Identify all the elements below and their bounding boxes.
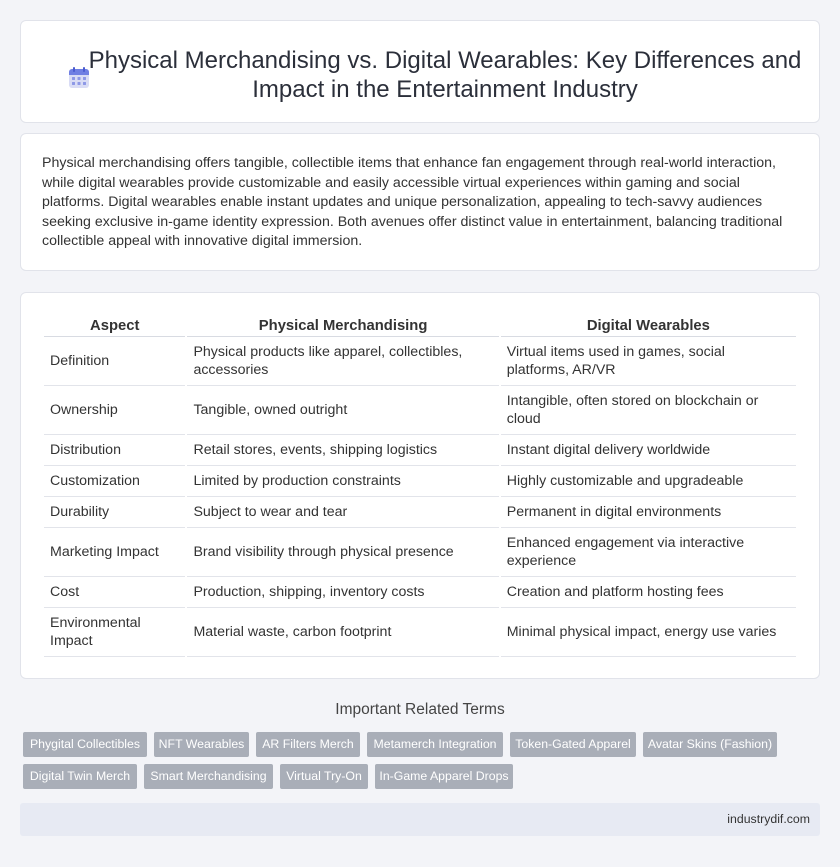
related-tag[interactable]: Virtual Try-On	[280, 764, 368, 789]
table-row	[44, 497, 796, 528]
related-tag[interactable]: Phygital Collectibles	[23, 732, 147, 757]
related-tag[interactable]: NFT Wearables	[154, 732, 249, 757]
title-card	[20, 20, 820, 123]
page-title: Physical Merchandising vs. Digital Wearables: Key Differences and Impact in the Entertainment Industry	[88, 47, 802, 103]
row-aspect: Definition	[44, 337, 185, 386]
related-tag[interactable]: Token-Gated Apparel	[510, 732, 636, 757]
summary-card	[20, 133, 820, 271]
row-aspect: Durability	[44, 497, 185, 528]
related-tag[interactable]: Smart Merchandising	[144, 764, 273, 789]
comparison-table	[42, 315, 798, 657]
row-physical: Limited by production constraints	[187, 466, 498, 497]
row-physical: Material waste, carbon footprint	[187, 608, 498, 657]
table-row	[44, 466, 796, 497]
table-row	[44, 528, 796, 577]
header-digital: Digital Wearables	[501, 315, 796, 337]
row-physical: Subject to wear and tear	[187, 497, 498, 528]
row-physical: Production, shipping, inventory costs	[187, 577, 498, 608]
row-physical: Tangible, owned outright	[187, 386, 498, 435]
summary-paragraph: Physical merchandising offers tangible, collectible items that enhance fan engagement through real-world interaction, while digital wearables provide customizable and easily accessible virtual experiences within gaming and social platforms. Digital wearables enable instant updates and unique personalization, appealing to tech-savvy audiences seeking exclusive in-game identity expression. Both avenues offer distinct value in entertainment, balancing traditional collectible appeal with innovative digital immersion.	[42, 155, 783, 250]
row-digital: Intangible, often stored on blockchain or cloud	[501, 386, 796, 435]
row-aspect: Distribution	[44, 435, 185, 466]
comparison-table-card	[20, 292, 820, 679]
footer-site-link[interactable]: industrydif.com	[727, 812, 810, 826]
row-digital: Virtual items used in games, social platforms, AR/VR	[501, 337, 796, 386]
row-physical: Brand visibility through physical presence	[187, 528, 498, 577]
row-digital: Minimal physical impact, energy use varies	[501, 608, 796, 657]
row-aspect: Marketing Impact	[44, 528, 185, 577]
row-aspect: Customization	[44, 466, 185, 497]
related-tag[interactable]: In-Game Apparel Drops	[375, 764, 513, 789]
table-row	[44, 386, 796, 435]
row-digital: Enhanced engagement via interactive experience	[501, 528, 796, 577]
header-physical: Physical Merchandising	[187, 315, 498, 337]
row-digital: Instant digital delivery worldwide	[501, 435, 796, 466]
row-physical: Physical products like apparel, collectibles, accessories	[187, 337, 498, 386]
row-digital: Permanent in digital environments	[501, 497, 796, 528]
table-row	[44, 435, 796, 466]
related-tag[interactable]: AR Filters Merch	[256, 732, 360, 757]
row-digital: Creation and platform hosting fees	[501, 577, 796, 608]
related-terms-title: Important Related Terms	[335, 701, 505, 718]
table-row	[44, 337, 796, 386]
header-aspect: Aspect	[44, 315, 185, 337]
row-physical: Retail stores, events, shipping logistics	[187, 435, 498, 466]
table-header-row	[44, 315, 796, 337]
related-tag[interactable]: Metamerch Integration	[367, 732, 503, 757]
footer-bar	[20, 803, 820, 836]
row-digital: Highly customizable and upgradeable	[501, 466, 796, 497]
related-tag[interactable]: Avatar Skins (Fashion)	[643, 732, 777, 757]
row-aspect: Cost	[44, 577, 185, 608]
related-tag[interactable]: Digital Twin Merch	[23, 764, 137, 789]
table-row	[44, 608, 796, 657]
row-aspect: Environmental Impact	[44, 608, 185, 657]
row-aspect: Ownership	[44, 386, 185, 435]
table-row	[44, 577, 796, 608]
